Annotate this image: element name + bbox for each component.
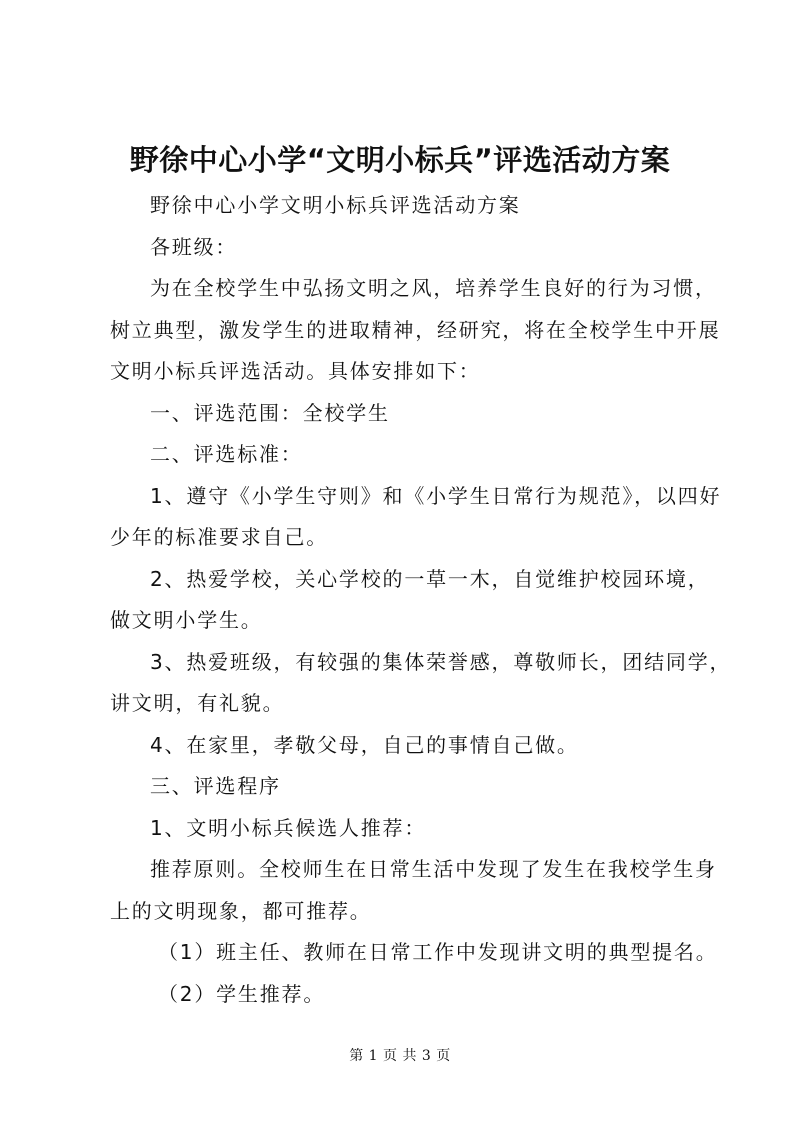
- criteria-item-1-line: 少年的标准要求自己。: [110, 525, 328, 549]
- paragraph-intro-line: 为在全校学生中弘扬文明之风，培养学生良好的行为习惯，: [150, 276, 717, 300]
- document-title: 野徐中心小学“文明小标兵”评选活动方案: [129, 143, 671, 177]
- recommendation-principle-line: 上的文明现象，都可推荐。: [110, 898, 372, 923]
- criteria-item-2-line: 2、热爱学校，关心学校的一草一木，自觉维护校园环境，: [150, 566, 710, 591]
- procedure-item-1: 1、文明小标兵候选人推荐：: [150, 815, 427, 840]
- recommendation-principle-line: 推荐原则。全校师生在日常生活中发现了发生在我校学生身: [150, 857, 717, 881]
- criteria-item-3-line: 讲文明，有礼貌。: [110, 691, 285, 715]
- document-body: [110, 185, 732, 1015]
- recommendation-method-1: （1）班主任、教师在日常工作中发现讲文明的典型提名。: [158, 940, 718, 964]
- paragraph-salutation: 各班级：: [150, 234, 238, 259]
- recommendation-method-2: （2）学生推荐。: [158, 981, 326, 1006]
- criteria-item-2-line: 做文明小学生。: [110, 608, 263, 632]
- section-heading-scope: 一、评选范围：全校学生: [150, 400, 390, 425]
- criteria-item-1-line: 1、遵守《小学生守则》和《小学生日常行为规范》，以四好: [150, 483, 722, 508]
- paragraph-subtitle: 野徐中心小学文明小标兵评选活动方案: [150, 193, 521, 217]
- section-heading-criteria: 二、评选标准：: [150, 442, 303, 466]
- section-heading-procedure: 三、评选程序: [150, 774, 281, 798]
- paragraph-intro-line: 树立典型，激发学生的进取精神，经研究，将在全校学生中开展: [110, 317, 721, 342]
- paragraph-intro-line: 文明小标兵评选活动。具体安排如下：: [110, 359, 481, 383]
- criteria-item-3-line: 3、热爱班级，有较强的集体荣誉感，尊敬师长，团结同学，: [150, 649, 732, 674]
- criteria-item-4: 4、在家里，孝敬父母，自己的事情自己做。: [150, 732, 579, 757]
- page-number-footer: 第 1 页 共 3 页: [349, 1048, 451, 1064]
